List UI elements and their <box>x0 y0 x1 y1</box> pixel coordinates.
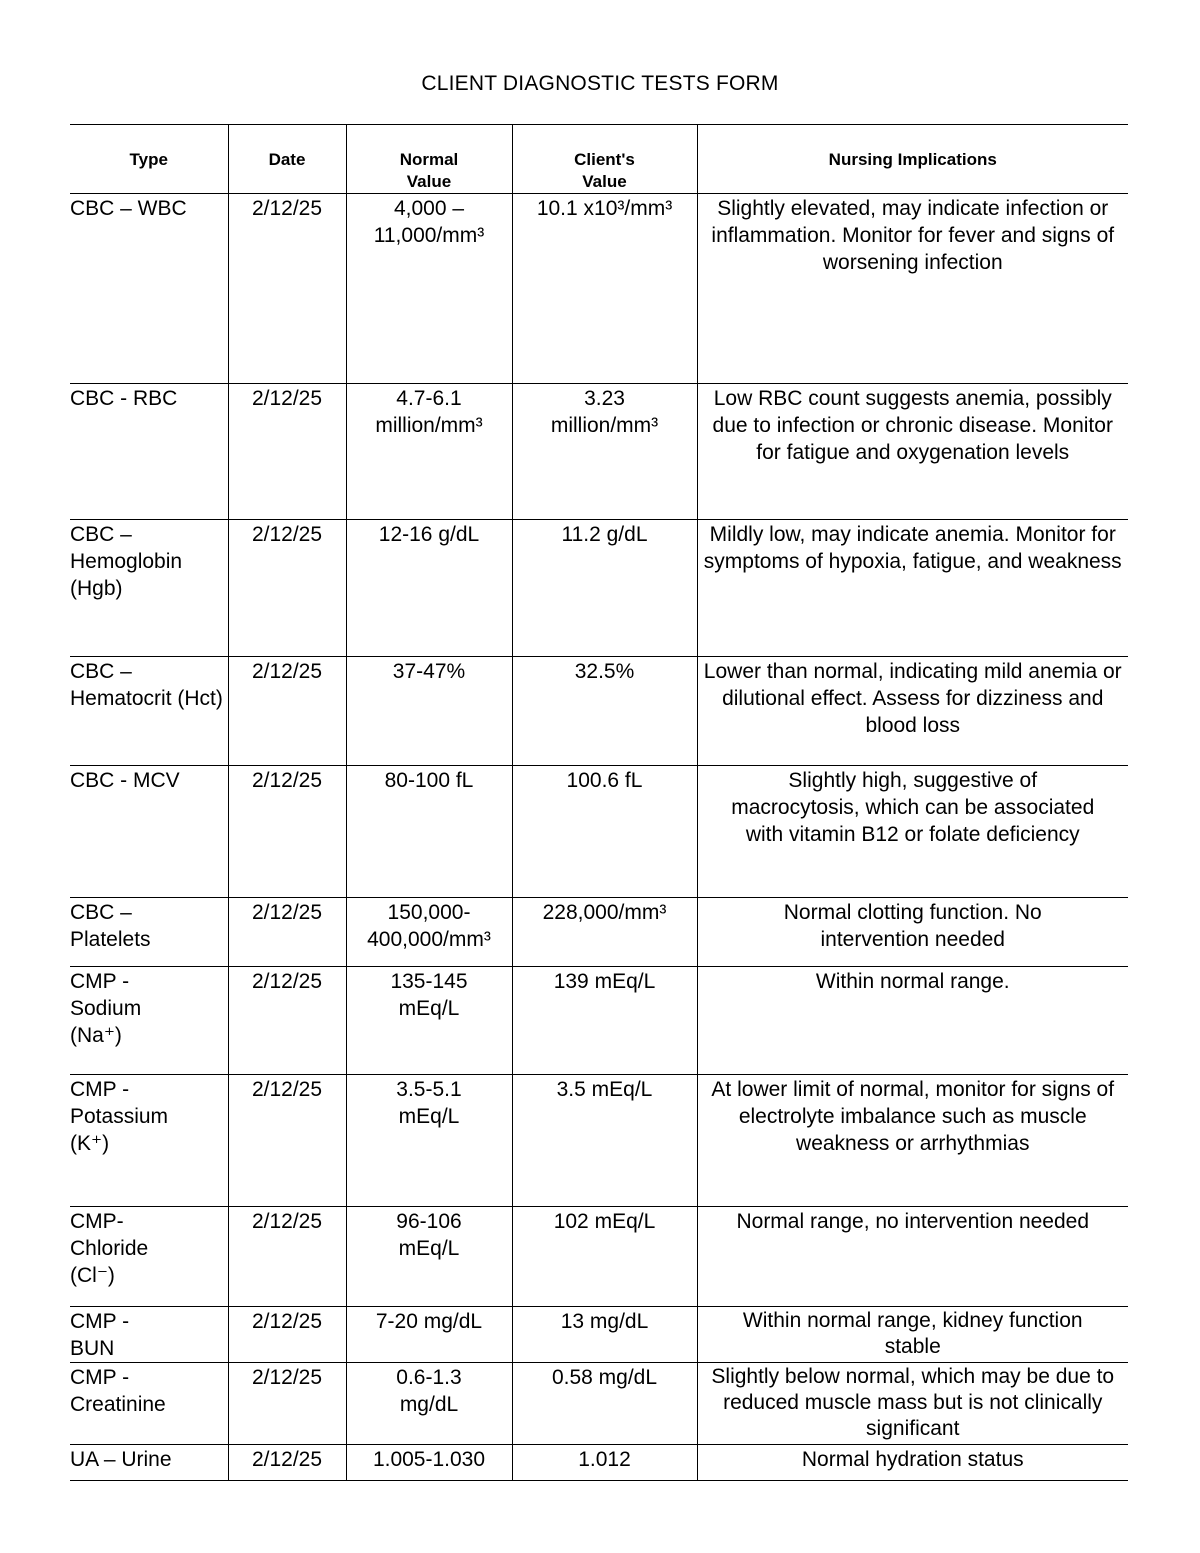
header-clients-value <box>512 125 697 194</box>
cell-type: CBC - MCV <box>70 766 228 898</box>
cell-nursing-implications: Slightly high, suggestive of macrocytosis, which can be associated with vitamin B12 or folate deficiency <box>697 766 1128 898</box>
cell-clients-value: 102 mEq/L <box>512 1207 697 1307</box>
cell-normal-value: 12-16 g/dL <box>346 520 512 657</box>
cell-type: CMP - Potassium (K⁺) <box>70 1075 228 1207</box>
header-normal-value-label: Normal Value <box>399 150 459 191</box>
page-title: CLIENT DIAGNOSTIC TESTS FORM <box>421 72 779 95</box>
header-date <box>228 125 346 194</box>
header-clients-value-label: Client's Value <box>574 150 635 191</box>
table-header-row <box>70 125 1128 194</box>
cell-nursing-implications: Normal clotting function. No intervention needed <box>697 898 1128 967</box>
cell-normal-value: 4.7-6.1 million/mm³ <box>346 384 512 520</box>
cell-clients-value: 13 mg/dL <box>512 1307 697 1363</box>
cell-nursing-implications: At lower limit of normal, monitor for signs of electrolyte imbalance such as muscle weakness or arrhythmias <box>697 1075 1128 1207</box>
cell-nursing-implications: Normal range, no intervention needed <box>697 1207 1128 1307</box>
cell-date: 2/12/25 <box>228 1207 346 1307</box>
cell-date: 2/12/25 <box>228 898 346 967</box>
table-row <box>70 520 1128 657</box>
cell-date: 2/12/25 <box>228 1445 346 1481</box>
table-row <box>70 1307 1128 1363</box>
header-normal-value <box>346 125 512 194</box>
cell-date: 2/12/25 <box>228 657 346 766</box>
header-type <box>70 125 228 194</box>
cell-normal-value: 80-100 fL <box>346 766 512 898</box>
cell-normal-value: 37-47% <box>346 657 512 766</box>
cell-normal-value: 4,000 – 11,000/mm³ <box>346 194 512 384</box>
cell-date: 2/12/25 <box>228 766 346 898</box>
cell-normal-value: 0.6-1.3 mg/dL <box>346 1363 512 1445</box>
cell-date: 2/12/25 <box>228 520 346 657</box>
cell-type: UA – Urine <box>70 1445 228 1481</box>
cell-type: CBC – Platelets <box>70 898 228 967</box>
cell-clients-value: 32.5% <box>512 657 697 766</box>
cell-normal-value: 135-145 mEq/L <box>346 967 512 1075</box>
cell-clients-value: 0.58 mg/dL <box>512 1363 697 1445</box>
cell-normal-value: 96-106 mEq/L <box>346 1207 512 1307</box>
cell-nursing-implications: Lower than normal, indicating mild anemia or dilutional effect. Assess for dizziness and blood loss <box>697 657 1128 766</box>
cell-type: CBC – Hemoglobin (Hgb) <box>70 520 228 657</box>
table-row <box>70 194 1128 384</box>
cell-date: 2/12/25 <box>228 384 346 520</box>
header-type-label: Type <box>129 150 168 169</box>
cell-clients-value: 3.5 mEq/L <box>512 1075 697 1207</box>
cell-nursing-implications: Within normal range, kidney function stable <box>697 1307 1128 1363</box>
cell-clients-value: 100.6 fL <box>512 766 697 898</box>
table-row <box>70 1445 1128 1481</box>
cell-date: 2/12/25 <box>228 967 346 1075</box>
table-row <box>70 898 1128 967</box>
diagnostic-tests-table <box>70 124 1128 1481</box>
cell-nursing-implications: Mildly low, may indicate anemia. Monitor for symptoms of hypoxia, fatigue, and weakness <box>697 520 1128 657</box>
cell-nursing-implications: Within normal range. <box>697 967 1128 1075</box>
cell-type: CMP - Sodium (Na⁺) <box>70 967 228 1075</box>
cell-type: CBC - RBC <box>70 384 228 520</box>
cell-nursing-implications: Low RBC count suggests anemia, possibly due to infection or chronic disease. Monitor for fatigue and oxygenation levels <box>697 384 1128 520</box>
table-row <box>70 657 1128 766</box>
cell-clients-value: 1.012 <box>512 1445 697 1481</box>
cell-clients-value: 3.23 million/mm³ <box>512 384 697 520</box>
cell-type: CBC – WBC <box>70 194 228 384</box>
table-row <box>70 1207 1128 1307</box>
cell-type: CMP - BUN <box>70 1307 228 1363</box>
cell-date: 2/12/25 <box>228 194 346 384</box>
cell-clients-value: 139 mEq/L <box>512 967 697 1075</box>
header-nursing-implications <box>697 125 1128 194</box>
cell-date: 2/12/25 <box>228 1363 346 1445</box>
cell-date: 2/12/25 <box>228 1075 346 1207</box>
cell-type: CMP-Chloride (Cl⁻) <box>70 1207 228 1307</box>
cell-clients-value: 11.2 g/dL <box>512 520 697 657</box>
cell-normal-value: 150,000-400,000/mm³ <box>346 898 512 967</box>
cell-date: 2/12/25 <box>228 1307 346 1363</box>
cell-nursing-implications: Slightly below normal, which may be due to reduced muscle mass but is not clinically significant <box>697 1363 1128 1445</box>
table-row <box>70 766 1128 898</box>
table-row <box>70 1075 1128 1207</box>
cell-nursing-implications: Normal hydration status <box>697 1445 1128 1481</box>
cell-type: CBC – Hematocrit (Hct) <box>70 657 228 766</box>
cell-normal-value: 7-20 mg/dL <box>346 1307 512 1363</box>
header-date-label: Date <box>268 150 306 169</box>
table-row <box>70 967 1128 1075</box>
table-row <box>70 1363 1128 1445</box>
header-nursing-implications-label: Nursing Implications <box>828 150 997 169</box>
cell-normal-value: 3.5-5.1 mEq/L <box>346 1075 512 1207</box>
cell-nursing-implications: Slightly elevated, may indicate infection or inflammation. Monitor for fever and signs of worsening infection <box>697 194 1128 384</box>
cell-normal-value: 1.005-1.030 <box>346 1445 512 1481</box>
cell-type: CMP - Creatinine <box>70 1363 228 1445</box>
cell-clients-value: 10.1 x10³/mm³ <box>512 194 697 384</box>
cell-clients-value: 228,000/mm³ <box>512 898 697 967</box>
table-row <box>70 384 1128 520</box>
